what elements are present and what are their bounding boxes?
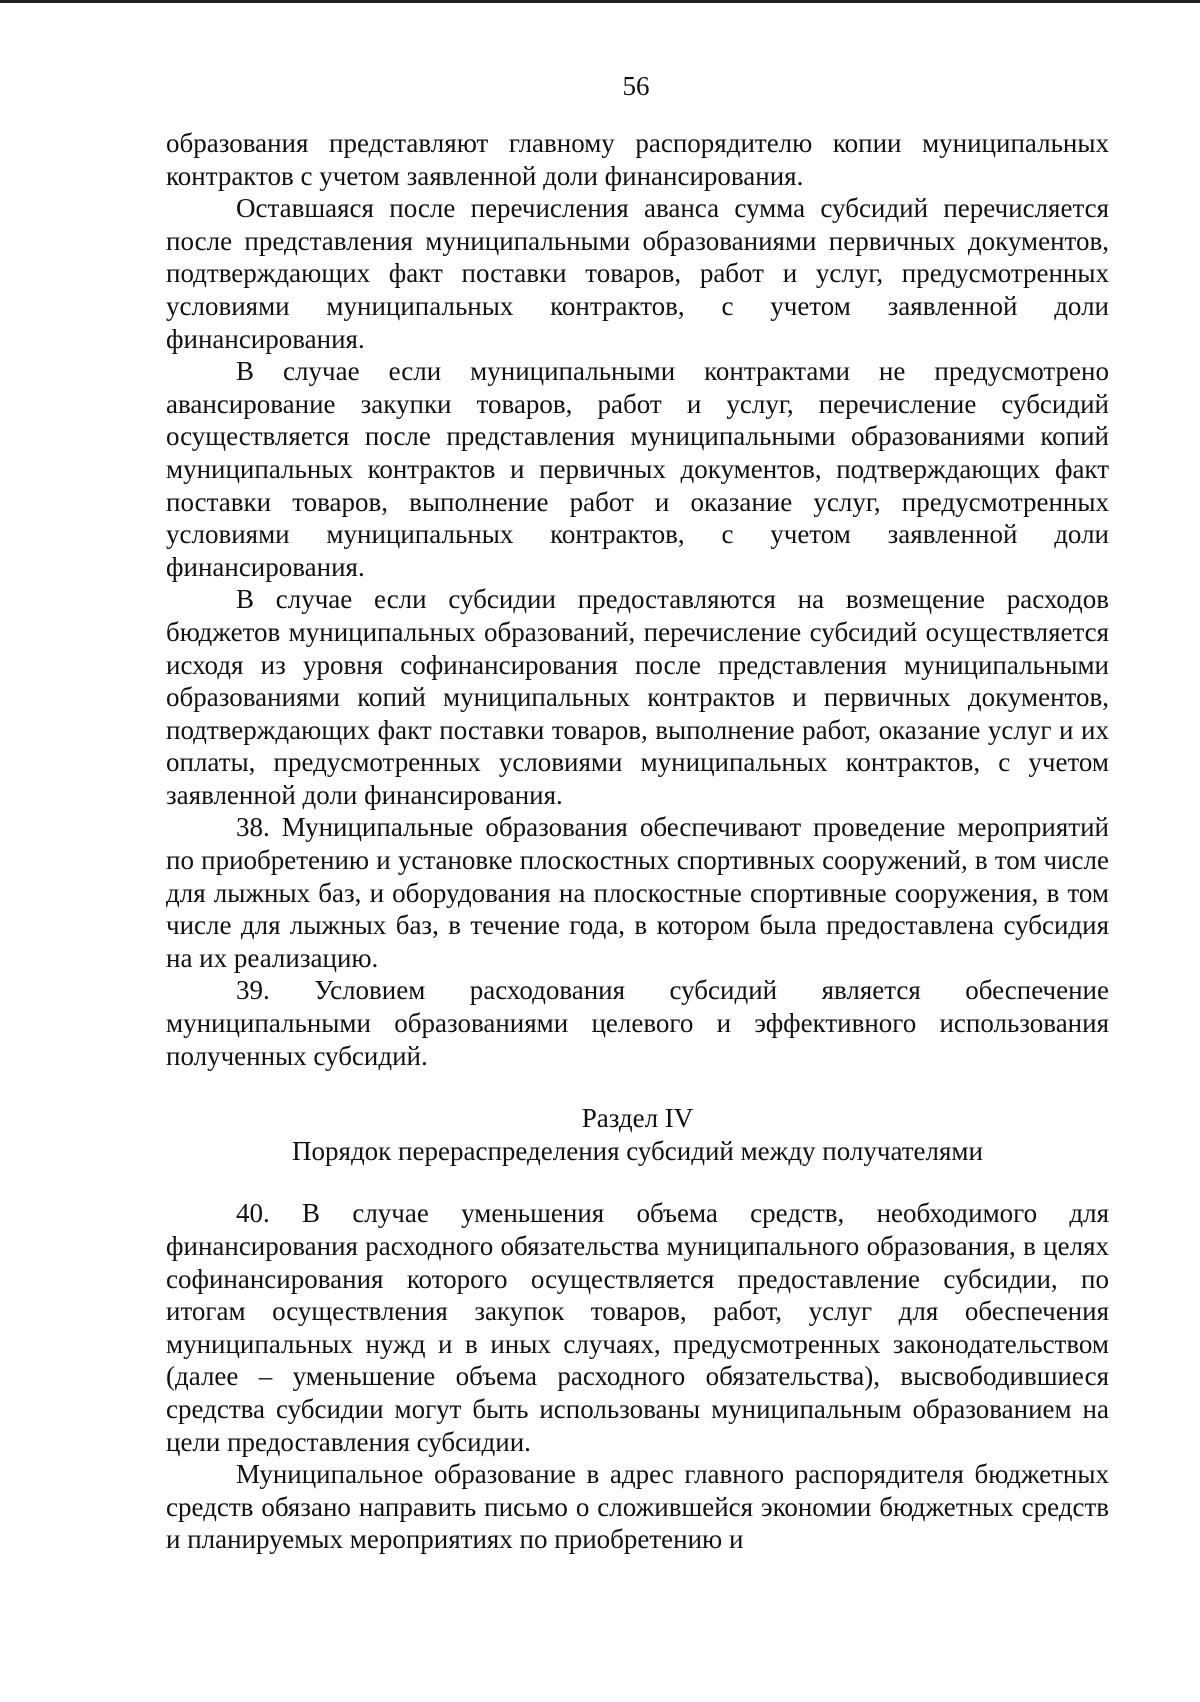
section-subtitle: Порядок перераспределения субсидий между получателями bbox=[292, 1135, 983, 1166]
section-title: Раздел IV bbox=[581, 1103, 694, 1134]
paragraph-item-38: 38. Муниципальные образования обеспечивают проведение мероприятий по приобретению и установке плоскостных спортивных сооружений, в том числе для лыжных баз, и оборудования на плоскостные спортивные сооружения, в том числе для лыжных баз, в течение года, в котором была предоставлена субсидия на их реализацию. bbox=[166, 812, 1109, 973]
page-number: 56 bbox=[622, 71, 650, 101]
paragraph-no-advance: В случае если муниципальными контрактами не предусмотрено авансирование закупки товаров, работ и услуг, перечисление субсидий осуществляется после представления муниципальными образованиями копий муниципальных контрактов и первичных документов, подтверждающих факт поставки товаров, выполнение работ и оказание услуг, предусмотренных условиями муниципальных контрактов, с учетом заявленной доли финансирования. bbox=[166, 356, 1109, 582]
document-body bbox=[166, 127, 1109, 1556]
paragraph-item-39: 39. Условием расходования субсидий является обеспечение муниципальными образованиями целевого и эффективного использования полученных субсидий. bbox=[166, 975, 1109, 1071]
paragraph-continuation: образования представляют главному распорядителю копии муниципальных контрактов с учетом заявленной доли финансирования. bbox=[166, 128, 1109, 191]
top-edge-rule bbox=[0, 0, 1200, 3]
paragraph-item-40: 40. В случае уменьшения объема средств, необходимого для финансирования расходного обязательства муниципального образования, в целях софинансирования которого осуществляется предоставление субсидии, по итогам осуществления закупок товаров, работ, услуг для обеспечения муниципальных нужд и в иных случаях, предусмотренных законодательством (далее – уменьшение объема расходного обязательства), высвободившиеся средства субсидии могут быть использованы муниципальным образованием на цели предоставления субсидии. bbox=[166, 1198, 1109, 1457]
paragraph-reimbursement: В случае если субсидии предоставляются на возмещение расходов бюджетов муниципальных образований, перечисление субсидий осуществляется исходя из уровня софинансирования после представления муниципальными образованиями копий муниципальных контрактов и первичных документов, подтверждающих факт поставки товаров, выполнение работ, оказание услуг и их оплаты, предусмотренных условиями муниципальных контрактов, с учетом заявленной доли финансирования. bbox=[166, 584, 1109, 810]
paragraph-remaining-subsidy: Оставшаяся после перечисления аванса сумма субсидий перечисляется после представления муниципальными образованиями первичных документов, подтверждающих факт поставки товаров, работ и услуг, предусмотренных условиями муниципальных контрактов, с учетом заявленной доли финансирования. bbox=[166, 193, 1109, 354]
paragraph-municipal-letter: Муниципальное образование в адрес главного распорядителя бюджетных средств обязано направить письмо о сложившейся экономии бюджетных средств и планируемых мероприятиях по приобретению и bbox=[166, 1459, 1109, 1555]
section-heading bbox=[166, 1102, 1109, 1167]
